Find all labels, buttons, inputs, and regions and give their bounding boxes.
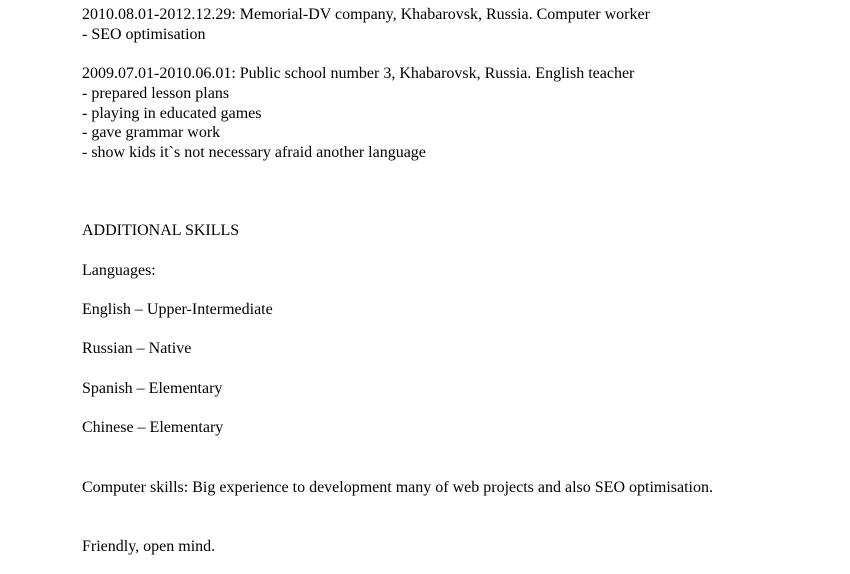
job-2-duty-4: - show kids it`s not necessary afraid another language bbox=[82, 144, 426, 161]
language-english: English – Upper-Intermediate bbox=[82, 301, 273, 318]
job-2-duty-3: - gave grammar work bbox=[82, 124, 221, 141]
personal-qualities: Friendly, open mind. bbox=[82, 538, 216, 555]
job-2-title: 2009.07.01-2010.06.01: Public school number 3, Khabarovsk, Russia. English teacher bbox=[82, 65, 635, 82]
language-russian: Russian – Native bbox=[82, 340, 192, 357]
additional-skills-heading: ADDITIONAL SKILLS bbox=[82, 222, 240, 239]
job-2-duty-1: - prepared lesson plans bbox=[82, 85, 230, 102]
languages-label: Languages: bbox=[82, 262, 156, 279]
job-2-duty-2: - playing in educated games bbox=[82, 105, 262, 122]
computer-skills: Computer skills: Big experience to development many of web projects and also SEO optimisation. bbox=[82, 479, 713, 496]
language-chinese: Chinese – Elementary bbox=[82, 419, 224, 436]
language-spanish: Spanish – Elementary bbox=[82, 380, 223, 397]
job-1-title: 2010.08.01-2012.12.29: Memorial-DV company, Khabarovsk, Russia. Computer worker bbox=[82, 6, 650, 23]
job-1-duty-1: - SEO optimisation bbox=[82, 26, 206, 43]
